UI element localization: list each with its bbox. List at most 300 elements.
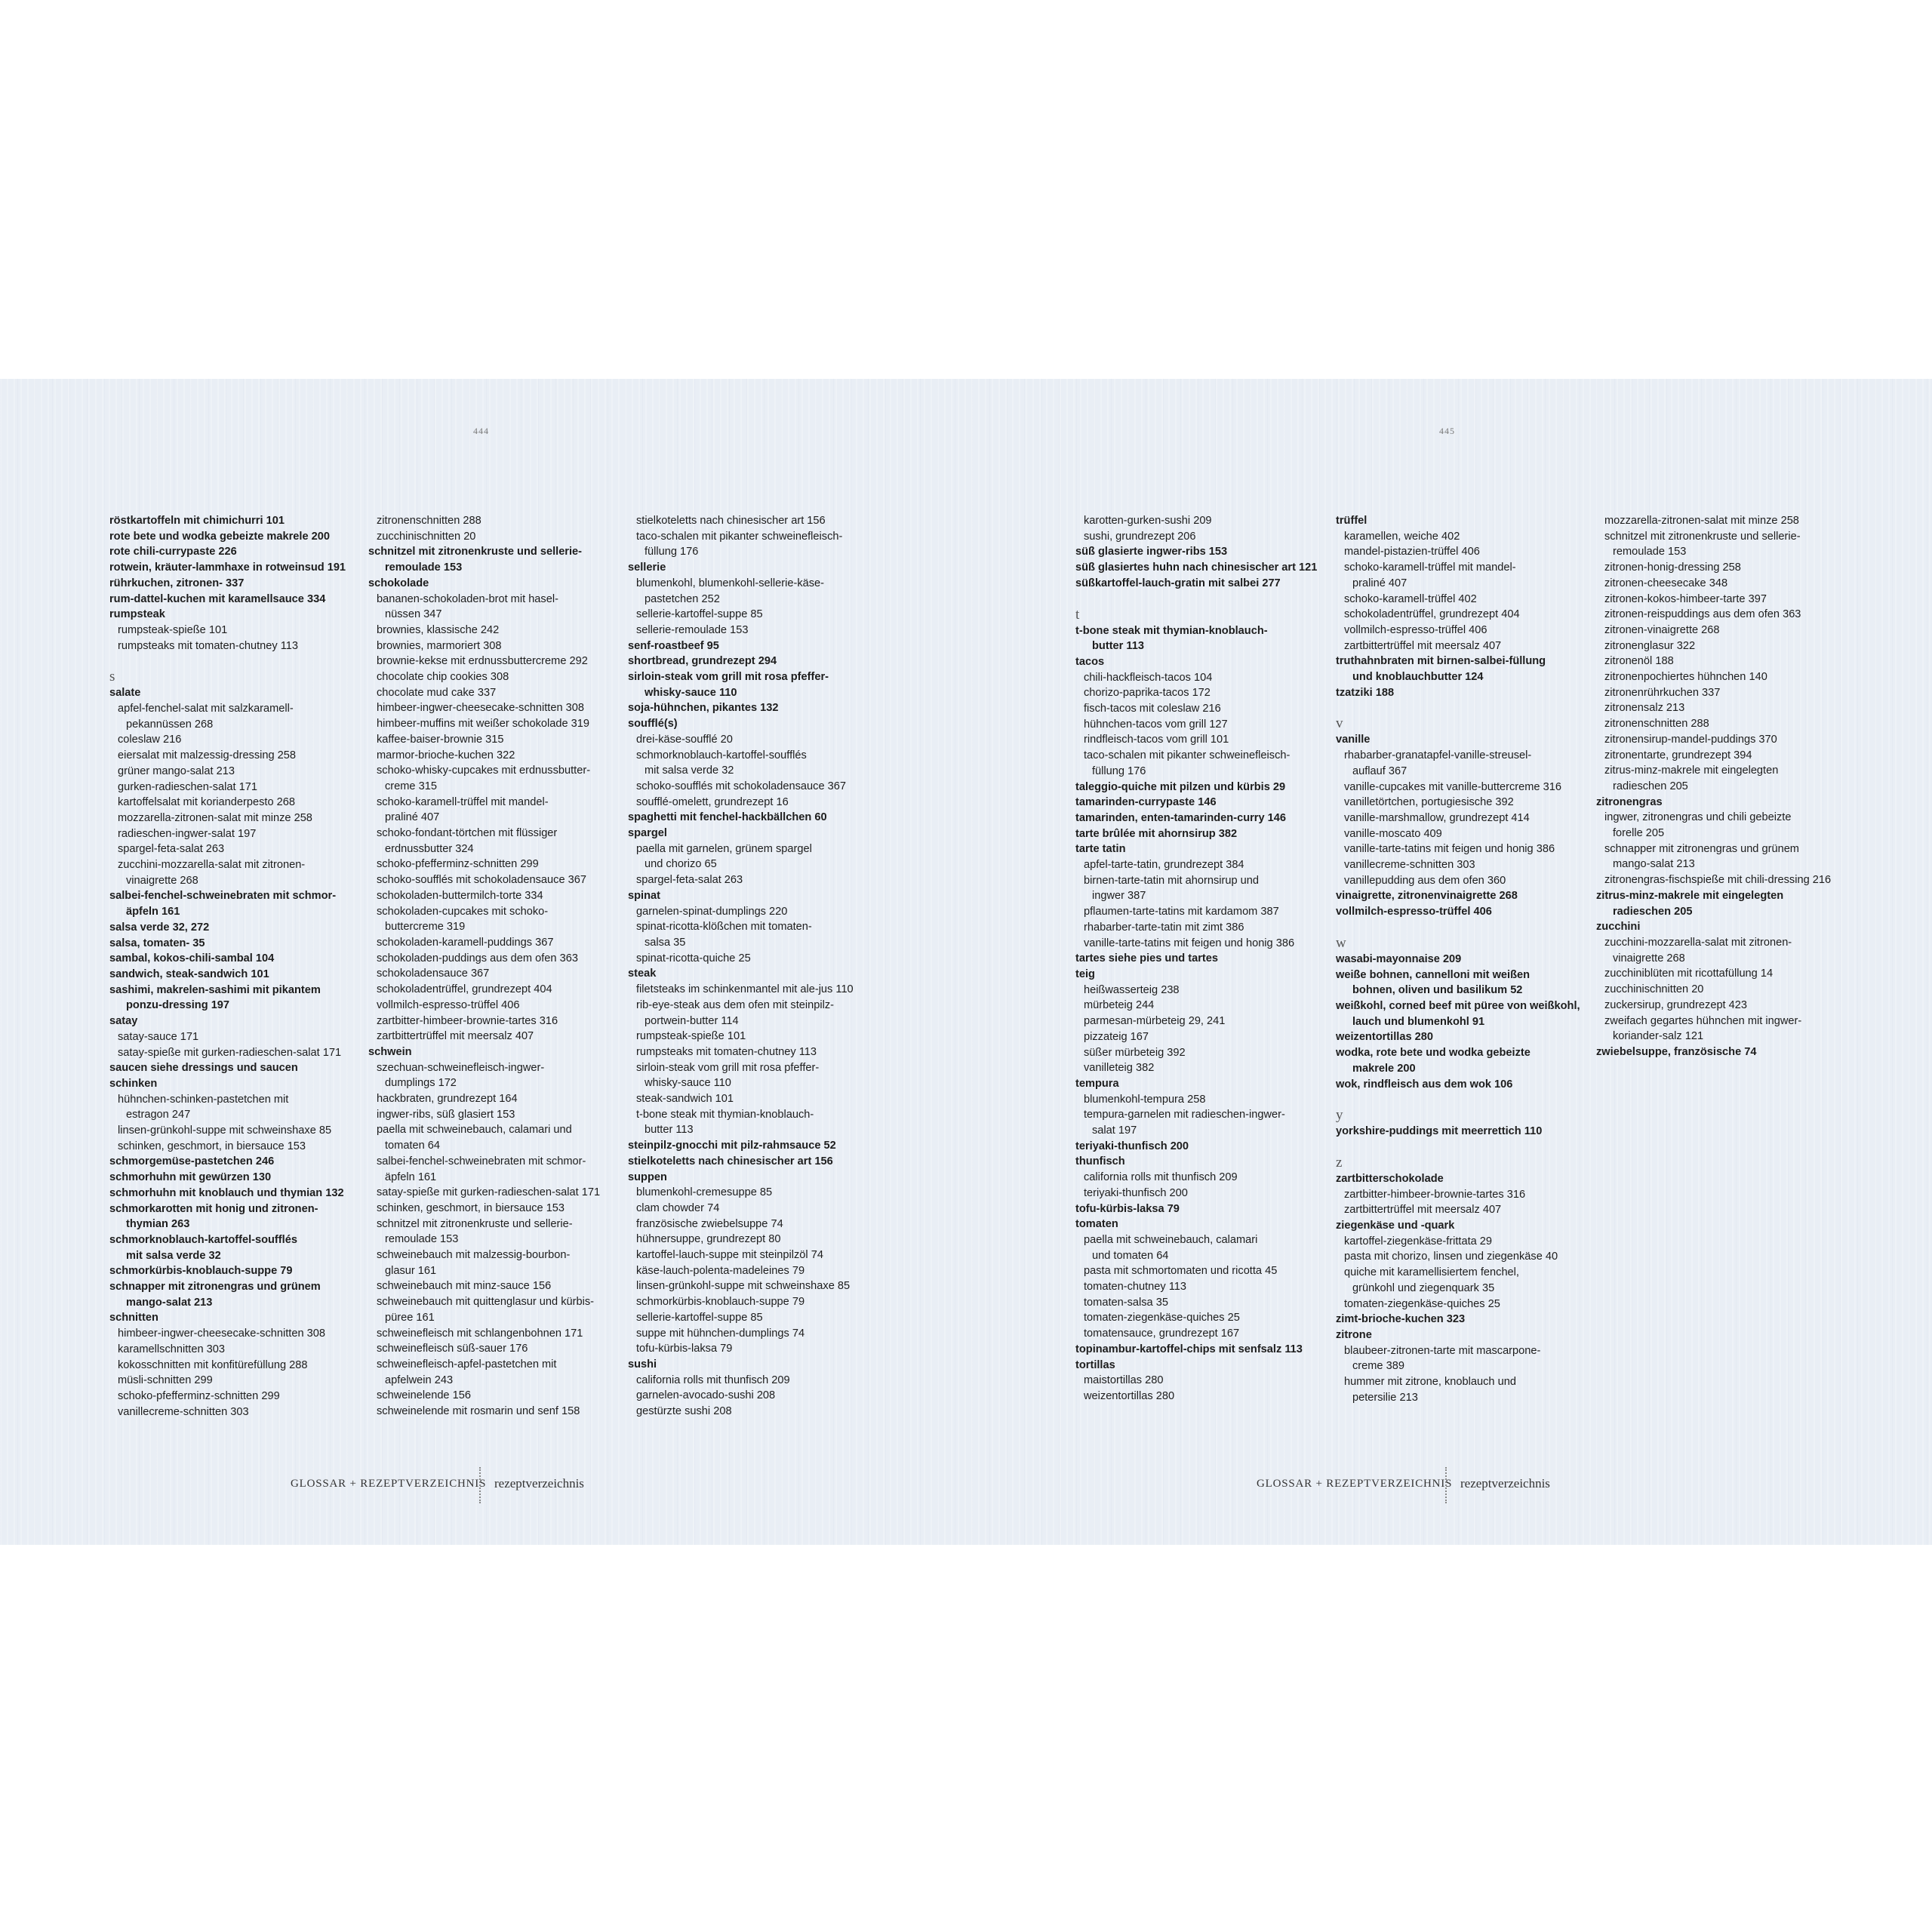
- index-subentry: blumenkohl, blumenkohl-sellerie-käse-: [636, 577, 825, 589]
- index-subentry: maistortillas 280: [1084, 1374, 1164, 1387]
- index-subentry-continuation: remoulade 153: [385, 1233, 459, 1246]
- index-entry: tarte brûlée mit ahornsirup 382: [1075, 827, 1238, 840]
- index-entry: tamarinden-currypaste 146: [1075, 796, 1217, 809]
- index-subentry-continuation: koriander-salz 121: [1613, 1030, 1704, 1043]
- index-subentry-continuation: mit salsa verde 32: [645, 764, 734, 777]
- index-subentry-continuation: nüssen 347: [385, 608, 442, 621]
- index-entry-continuation: mit salsa verde 32: [126, 1249, 221, 1262]
- index-entry: satay: [109, 1015, 138, 1028]
- index-entry: tortillas: [1075, 1358, 1115, 1371]
- index-subentry: zitronentarte, grundrezept 394: [1604, 749, 1752, 761]
- index-entry: topinambur-kartoffel-chips mit senfsalz 113: [1075, 1343, 1303, 1355]
- index-subentry: schokoladen-buttermilch-torte 334: [377, 889, 543, 902]
- index-entry: weißkohl, corned beef mit püree von weißkohl,: [1336, 999, 1580, 1012]
- index-subentry: blumenkohl-cremesuppe 85: [636, 1186, 773, 1199]
- index-subentry: chocolate mud cake 337: [377, 686, 497, 699]
- right-page: [966, 379, 1932, 1545]
- index-entry: zimt-brioche-kuchen 323: [1336, 1313, 1466, 1326]
- index-subentry: zartbittertrüffel mit meersalz 407: [1344, 639, 1502, 652]
- index-letter-heading: w: [1336, 934, 1346, 951]
- index-subentry: filetsteaks im schinkenmantel mit ale-jus 110: [636, 983, 854, 996]
- index-entry: sushi: [628, 1358, 657, 1371]
- index-entry: saucen siehe dressings und saucen: [109, 1062, 298, 1075]
- index-subentry: schokoladen-cupcakes mit schoko-: [377, 905, 549, 918]
- index-subentry: hummer mit zitrone, knoblauch und: [1344, 1376, 1516, 1389]
- index-subentry: süßer mürbeteig 392: [1084, 1046, 1186, 1059]
- index-entry: schnitzel mit zitronenkruste und sellerie-: [368, 546, 583, 558]
- index-subentry-continuation: praliné 407: [385, 811, 440, 824]
- index-subentry: vanille-marshmallow, grundrezept 414: [1344, 811, 1530, 824]
- index-subentry: zartbittertrüffel mit meersalz 407: [1344, 1204, 1502, 1217]
- index-subentry: sellerie-kartoffel-suppe 85: [636, 608, 763, 621]
- index-subentry: schoko-karamell-trüffel mit mandel-: [377, 795, 549, 808]
- index-entry: schwein: [368, 1045, 412, 1058]
- left-page: [0, 379, 966, 1545]
- index-entry: tamarinden, enten-tamarinden-curry 146: [1075, 811, 1286, 824]
- index-subentry: california rolls mit thunfisch 209: [636, 1374, 790, 1386]
- index-subentry: sushi, grundrezept 206: [1084, 530, 1196, 543]
- index-subentry: vanille-moscato 409: [1344, 827, 1442, 840]
- index-entry: süß glasierte ingwer-ribs 153: [1075, 546, 1228, 558]
- index-entry: yorkshire-puddings mit meerrettich 110: [1336, 1125, 1543, 1138]
- index-entry: sandwich, steak-sandwich 101: [109, 968, 269, 980]
- index-subentry: kokosschnitten mit konfitürefüllung 288: [118, 1358, 308, 1371]
- index-subentry: schoko-karamell-trüffel mit mandel-: [1344, 561, 1516, 574]
- index-subentry: zitronen-honig-dressing 258: [1604, 561, 1741, 574]
- index-subentry: vanille-cupcakes mit vanille-buttercreme 316: [1344, 780, 1561, 793]
- index-subentry: parmesan-mürbeteig 29, 241: [1084, 1015, 1226, 1028]
- index-entry: spaghetti mit fenchel-hackbällchen 60: [628, 811, 827, 824]
- index-subentry: himbeer-ingwer-cheesecake-schnitten 308: [118, 1327, 325, 1340]
- index-subentry-continuation: dumplings 172: [385, 1077, 457, 1090]
- index-subentry-continuation: apfelwein 243: [385, 1374, 454, 1386]
- index-entry: t-bone steak mit thymian-knoblauch-: [1075, 624, 1268, 637]
- index-subentry-continuation: salat 197: [1092, 1124, 1137, 1137]
- index-subentry: soufflé-omelett, grundrezept 16: [636, 795, 789, 808]
- index-subentry: zitronensirup-mandel-puddings 370: [1604, 733, 1777, 746]
- index-entry: rote chili-currypaste 226: [109, 546, 237, 558]
- index-subentry-continuation: vinaigrette 268: [1613, 952, 1685, 964]
- index-letter-heading: t: [1075, 606, 1080, 623]
- index-subentry-continuation: erdnussbutter 324: [385, 842, 474, 855]
- index-entry: schmorhuhn mit gewürzen 130: [109, 1171, 272, 1184]
- index-entry: rote bete und wodka gebeizte makrele 200: [109, 530, 330, 543]
- index-subentry-continuation: petersilie 213: [1352, 1391, 1418, 1404]
- index-subentry-continuation: whisky-sauce 110: [645, 1077, 731, 1090]
- index-entry: soja-hühnchen, pikantes 132: [628, 702, 779, 715]
- index-subentry: rhabarber-tarte-tatin mit zimt 386: [1084, 921, 1244, 934]
- index-entry: sashimi, makrelen-sashimi mit pikantem: [109, 983, 321, 996]
- index-entry: zucchini: [1596, 921, 1641, 934]
- index-subentry: clam chowder 74: [636, 1201, 720, 1214]
- index-subentry: vanilletörtchen, portugiesische 392: [1344, 796, 1514, 809]
- index-entry-continuation: bohnen, oliven und basilikum 52: [1352, 984, 1523, 997]
- index-subentry: schnapper mit zitronengras und grünem: [1604, 842, 1799, 855]
- index-subentry: zitronen-vinaigrette 268: [1604, 623, 1720, 636]
- index-entry-continuation: remoulade 153: [385, 561, 463, 574]
- index-subentry-continuation: butter 113: [645, 1124, 694, 1137]
- index-subentry: grüner mango-salat 213: [118, 764, 235, 777]
- index-subentry: t-bone steak mit thymian-knoblauch-: [636, 1108, 814, 1121]
- index-entry: wodka, rote bete und wodka gebeizte: [1336, 1047, 1531, 1060]
- index-subentry: schweinelende mit rosmarin und senf 158: [377, 1405, 580, 1418]
- index-subentry: müsli-schnitten 299: [118, 1374, 213, 1387]
- index-subentry: rumpsteaks mit tomaten-chutney 113: [118, 639, 299, 652]
- index-subentry: schmorkürbis-knoblauch-suppe 79: [636, 1296, 805, 1309]
- index-subentry: vanillecreme-schnitten 303: [1344, 859, 1475, 872]
- index-subentry: quiche mit karamellisiertem fenchel,: [1344, 1266, 1519, 1279]
- index-column: [1075, 513, 1321, 1404]
- index-subentry: brownies, klassische 242: [377, 623, 500, 636]
- index-entry: röstkartoffeln mit chimichurri 101: [109, 515, 285, 527]
- index-subentry: eiersalat mit malzessig-dressing 258: [118, 749, 297, 762]
- index-entry: sirloin-steak vom grill mit rosa pfeffer-: [628, 671, 829, 684]
- index-entry: trüffel: [1336, 515, 1367, 527]
- index-entry: tartes siehe pies und tartes: [1075, 952, 1218, 965]
- index-subentry-continuation: forelle 205: [1613, 827, 1665, 840]
- index-entry: teriyaki-thunfisch 200: [1075, 1140, 1189, 1152]
- index-entry: truthahnbraten mit birnen-salbei-füllung: [1336, 655, 1546, 668]
- index-subentry-continuation: remoulade 153: [1613, 546, 1687, 558]
- index-subentry: rindfleisch-tacos vom grill 101: [1084, 734, 1229, 746]
- index-entry: senf-roastbeef 95: [628, 639, 719, 652]
- index-subentry: bananen-schokoladen-brot mit hasel-: [377, 592, 558, 605]
- index-entry: weizentortillas 280: [1336, 1031, 1433, 1044]
- index-entry-continuation: mango-salat 213: [126, 1296, 213, 1309]
- index-subentry: garnelen-avocado-sushi 208: [636, 1389, 776, 1402]
- index-subentry: schokoladen-puddings aus dem ofen 363: [377, 952, 578, 964]
- footer-section-title: GLOSSAR + REZEPTVERZEICHNIS: [291, 1478, 487, 1490]
- index-subentry: satay-sauce 171: [118, 1030, 199, 1043]
- index-subentry-continuation: radieschen 205: [1613, 780, 1688, 792]
- index-subentry: tomaten-ziegenkäse-quiches 25: [1344, 1297, 1500, 1310]
- index-subentry: schokoladentrüffel, grundrezept 404: [377, 983, 552, 996]
- index-entry-continuation: lauch und blumenkohl 91: [1352, 1015, 1485, 1028]
- index-entry-continuation: thymian 263: [126, 1218, 190, 1231]
- index-subentry-continuation: auflauf 367: [1352, 764, 1407, 777]
- index-entry: suppen: [628, 1171, 667, 1183]
- index-column: [109, 513, 355, 1420]
- index-entry-continuation: äpfeln 161: [126, 906, 180, 918]
- index-subentry: marmor-brioche-kuchen 322: [377, 749, 515, 761]
- index-entry: salsa, tomaten- 35: [109, 937, 205, 949]
- index-entry: schmorhuhn mit knoblauch und thymian 132: [109, 1186, 344, 1199]
- index-subentry: sellerie-remoulade 153: [636, 623, 749, 636]
- index-subentry: schweinebauch mit quittenglasur und kürbis-: [377, 1296, 594, 1309]
- index-subentry: linsen-grünkohl-suppe mit schweinshaxe 85: [636, 1280, 851, 1293]
- index-subentry-continuation: äpfeln 161: [385, 1171, 437, 1183]
- index-entry: tacos: [1075, 655, 1105, 668]
- index-subentry-continuation: mango-salat 213: [1613, 858, 1695, 871]
- index-subentry: zartbitter-himbeer-brownie-tartes 316: [377, 1014, 558, 1027]
- index-subentry: mürbeteig 244: [1084, 999, 1155, 1012]
- index-subentry: schokoladentrüffel, grundrezept 404: [1344, 608, 1520, 621]
- index-subentry: schokoladensauce 367: [377, 968, 490, 980]
- index-entry: weiße bohnen, cannelloni mit weißen: [1336, 968, 1531, 981]
- index-entry: schmorkarotten mit honig und zitronen-: [109, 1202, 318, 1215]
- index-subentry: zweifach gegartes hühnchen mit ingwer-: [1604, 1014, 1802, 1027]
- index-subentry: zitronenpochiertes hühnchen 140: [1604, 671, 1767, 684]
- index-subentry-continuation: glasur 161: [385, 1264, 437, 1277]
- index-subentry: steak-sandwich 101: [636, 1093, 734, 1106]
- index-subentry: satay-spieße mit gurken-radieschen-salat 171: [118, 1046, 342, 1059]
- index-subentry: birnen-tarte-tatin mit ahornsirup und: [1084, 874, 1259, 887]
- index-subentry: apfel-tarte-tatin, grundrezept 384: [1084, 859, 1244, 872]
- index-subentry: szechuan-schweinefleisch-ingwer-: [377, 1061, 545, 1074]
- index-subentry: spinat-ricotta-quiche 25: [636, 952, 751, 964]
- index-subentry: chocolate chip cookies 308: [377, 671, 509, 684]
- index-subentry: zitronen-reispuddings aus dem ofen 363: [1604, 608, 1801, 621]
- index-subentry: chorizo-paprika-tacos 172: [1084, 687, 1211, 700]
- index-letter-heading: y: [1336, 1107, 1343, 1124]
- index-subentry: käse-lauch-polenta-madeleines 79: [636, 1264, 805, 1277]
- index-entry-continuation: radieschen 205: [1613, 905, 1693, 918]
- index-entry: vinaigrette, zitronenvinaigrette 268: [1336, 890, 1518, 903]
- index-subentry: zucchini-mozzarella-salat mit zitronen-: [1604, 936, 1792, 949]
- index-subentry: schoko-pfefferminz-schnitten 299: [118, 1389, 280, 1402]
- index-subentry: zartbittertrüffel mit meersalz 407: [377, 1030, 534, 1043]
- index-subentry: zucchini-mozzarella-salat mit zitronen-: [118, 859, 306, 872]
- index-entry: ziegenkäse und -quark: [1336, 1220, 1455, 1232]
- index-entry: zartbitterschokolade: [1336, 1172, 1444, 1185]
- index-subentry: rumpsteak-spieße 101: [636, 1030, 746, 1043]
- index-subentry: zitronensalz 213: [1604, 702, 1685, 715]
- index-subentry-continuation: pekannüssen 268: [126, 718, 214, 731]
- index-subentry: hühnersuppe, grundrezept 80: [636, 1233, 781, 1246]
- index-subentry: schoko-whisky-cupcakes mit erdnussbutter-: [377, 764, 591, 777]
- index-subentry-continuation: creme 389: [1352, 1360, 1404, 1373]
- index-subentry: zitronenrührkuchen 337: [1604, 686, 1721, 699]
- index-entry: salbei-fenchel-schweinebraten mit schmor-: [109, 890, 337, 903]
- footer-section-title: GLOSSAR + REZEPTVERZEICHNIS: [1257, 1478, 1453, 1490]
- index-subentry: vanillecreme-schnitten 303: [118, 1405, 249, 1418]
- index-subentry-continuation: buttercreme 319: [385, 921, 466, 934]
- index-entry-continuation: und knoblauchbutter 124: [1352, 671, 1484, 684]
- index-subentry: fisch-tacos mit coleslaw 216: [1084, 703, 1221, 715]
- index-subentry: vanille-tarte-tatins mit feigen und honig 386: [1084, 937, 1295, 949]
- index-subentry: mozzarella-zitronen-salat mit minze 258: [1604, 515, 1799, 527]
- index-entry: tarte tatin: [1075, 843, 1126, 856]
- index-subentry-continuation: vinaigrette 268: [126, 874, 198, 887]
- index-subentry: gurken-radieschen-salat 171: [118, 780, 257, 793]
- index-subentry: drei-käse-soufflé 20: [636, 733, 733, 746]
- index-entry: sambal, kokos-chili-sambal 104: [109, 952, 275, 965]
- index-subentry: radieschen-ingwer-salat 197: [118, 827, 257, 840]
- footer-divider: [479, 1467, 483, 1503]
- index-subentry: schinken, geschmort, in biersauce 153: [118, 1140, 306, 1152]
- index-entry: schnapper mit zitronengras und grünem: [109, 1281, 321, 1294]
- index-subentry: hühnchen-schinken-pastetchen mit: [118, 1093, 289, 1106]
- index-subentry-continuation: estragon 247: [126, 1109, 191, 1121]
- index-subentry: zitronengras-fischspieße mit chili-dressing 216: [1604, 874, 1832, 887]
- index-subentry-continuation: püree 161: [385, 1311, 435, 1324]
- index-subentry: gestürzte sushi 208: [636, 1405, 732, 1418]
- index-subentry: heißwasserteig 238: [1084, 983, 1180, 996]
- index-subentry: rib-eye-steak aus dem ofen mit steinpilz-: [636, 998, 834, 1011]
- index-subentry: weizentortillas 280: [1084, 1389, 1175, 1402]
- index-subentry: linsen-grünkohl-suppe mit schweinshaxe 85: [118, 1124, 332, 1137]
- index-subentry: paella mit schweinebauch, calamari: [1084, 1233, 1258, 1246]
- index-subentry: ingwer, zitronengras und chili gebeizte: [1604, 811, 1792, 824]
- index-subentry-continuation: tomaten 64: [385, 1140, 441, 1152]
- index-subentry: ingwer-ribs, süß glasiert 153: [377, 1108, 515, 1121]
- index-subentry: taco-schalen mit pikanter schweinefleisch-: [636, 530, 843, 543]
- index-subentry: vanillepudding aus dem ofen 360: [1344, 874, 1506, 887]
- index-entry: tomaten: [1075, 1218, 1118, 1231]
- index-subentry: zucchiniblüten mit ricottafüllung 14: [1604, 968, 1774, 980]
- index-subentry: himbeer-ingwer-cheesecake-schnitten 308: [377, 702, 584, 715]
- index-letter-heading: v: [1336, 715, 1343, 732]
- index-entry: taleggio-quiche mit pilzen und kürbis 29: [1075, 780, 1286, 793]
- index-entry: soufflé(s): [628, 718, 678, 731]
- page-number: 444: [473, 426, 489, 436]
- index-subentry: salbei-fenchel-schweinebraten mit schmor-: [377, 1155, 586, 1168]
- index-subentry: apfel-fenchel-salat mit salzkaramell-: [118, 703, 294, 715]
- index-subentry: vollmilch-espresso-trüffel 406: [377, 998, 520, 1011]
- index-subentry: mozzarella-zitronen-salat mit minze 258: [118, 811, 312, 824]
- index-column: [628, 513, 873, 1420]
- index-entry: rumpsteak: [109, 608, 165, 621]
- index-subentry: vollmilch-espresso-trüffel 406: [1344, 623, 1487, 636]
- index-subentry: schoko-soufflés mit schokoladensauce 367: [377, 874, 586, 887]
- index-entry: stielkoteletts nach chinesischer art 156: [628, 1155, 833, 1168]
- index-subentry-continuation: und tomaten 64: [1092, 1249, 1169, 1262]
- index-entry-continuation: makrele 200: [1352, 1062, 1416, 1075]
- index-subentry: rhabarber-granatapfel-vanille-streusel-: [1344, 749, 1532, 762]
- index-subentry: hühnchen-tacos vom grill 127: [1084, 718, 1228, 731]
- index-subentry: brownie-kekse mit erdnussbuttercreme 292: [377, 655, 588, 668]
- index-entry: schmorknoblauch-kartoffel-soufflés: [109, 1233, 297, 1246]
- index-subentry: pizzateig 167: [1084, 1030, 1149, 1043]
- index-subentry: kartoffelsalat mit korianderpesto 268: [118, 796, 295, 809]
- index-subentry: spinat-ricotta-klößchen mit tomaten-: [636, 921, 812, 934]
- index-subentry: sellerie-kartoffel-suppe 85: [636, 1311, 763, 1324]
- index-subentry: zitronenöl 188: [1604, 655, 1674, 668]
- index-subentry: schnitzel mit zitronenkruste und sellerie-: [377, 1217, 573, 1230]
- index-subentry: zitronenschnitten 288: [1604, 718, 1709, 731]
- index-subentry: tomaten-chutney 113: [1084, 1281, 1187, 1294]
- index-subentry-continuation: praliné 407: [1352, 577, 1407, 589]
- index-subentry-continuation: ingwer 387: [1092, 890, 1146, 903]
- index-subentry: kaffee-baiser-brownie 315: [377, 733, 504, 746]
- index-subentry: tomaten-salsa 35: [1084, 1296, 1168, 1309]
- index-subentry: vanilleteig 382: [1084, 1062, 1155, 1075]
- index-subentry: tomatensauce, grundrezept 167: [1084, 1327, 1240, 1340]
- index-entry: vanille: [1336, 734, 1371, 746]
- index-entry: süßkartoffel-lauch-gratin mit salbei 277: [1075, 577, 1281, 589]
- index-entry: tofu-kürbis-laksa 79: [1075, 1202, 1180, 1215]
- index-subentry-continuation: creme 315: [385, 780, 437, 792]
- index-subentry: zitronenglasur 322: [1604, 639, 1696, 652]
- index-subentry: schweinefleisch mit schlangenbohnen 171: [377, 1327, 583, 1340]
- index-entry: teig: [1075, 968, 1095, 980]
- index-subentry: zuckersirup, grundrezept 423: [1604, 998, 1748, 1011]
- index-entry: sellerie: [628, 561, 666, 574]
- page-number: 445: [1439, 426, 1455, 436]
- index-entry: schmorgemüse-pastetchen 246: [109, 1155, 275, 1168]
- index-entry: zwiebelsuppe, französische 74: [1596, 1045, 1757, 1058]
- index-subentry: zucchinischnitten 20: [377, 530, 476, 543]
- index-entry: tzatziki 188: [1336, 686, 1395, 699]
- index-subentry: himbeer-muffins mit weißer schokolade 319: [377, 718, 589, 731]
- index-subentry: schnitzel mit zitronenkruste und sellerie-: [1604, 530, 1801, 543]
- index-subentry: paella mit garnelen, grünem spargel: [636, 842, 812, 855]
- index-entry: rührkuchen, zitronen- 337: [109, 577, 245, 589]
- index-entry: zitrus-minz-makrele mit eingelegten: [1596, 889, 1784, 902]
- index-subentry: teriyaki-thunfisch 200: [1084, 1186, 1188, 1199]
- index-subentry: tempura-garnelen mit radieschen-ingwer-: [1084, 1109, 1285, 1121]
- index-subentry: schoko-soufflés mit schokoladensauce 367: [636, 780, 846, 792]
- index-subentry: pflaumen-tarte-tatins mit kardamom 387: [1084, 906, 1279, 918]
- index-subentry: rumpsteak-spieße 101: [118, 623, 228, 636]
- index-entry: schinken: [109, 1077, 158, 1090]
- index-subentry: mandel-pistazien-trüffel 406: [1344, 546, 1480, 558]
- index-entry: zitronengras: [1596, 795, 1663, 808]
- index-subentry: schweinefleisch süß-sauer 176: [377, 1343, 528, 1355]
- index-subentry: schokoladen-karamell-puddings 367: [377, 936, 554, 949]
- index-subentry: karamellen, weiche 402: [1344, 530, 1460, 543]
- index-entry: salate: [109, 687, 141, 700]
- footer-divider: [1445, 1467, 1449, 1503]
- index-subentry: sirloin-steak vom grill mit rosa pfeffer-: [636, 1061, 820, 1074]
- index-subentry: schweinebauch mit minz-sauce 156: [377, 1280, 552, 1293]
- index-subentry: brownies, marmoriert 308: [377, 639, 502, 652]
- index-subentry: schoko-pfefferminz-schnitten 299: [377, 858, 539, 871]
- index-subentry: blumenkohl-tempura 258: [1084, 1093, 1206, 1106]
- index-subentry: zitronen-cheesecake 348: [1604, 577, 1728, 589]
- index-subentry: schweinebauch mit malzessig-bourbon-: [377, 1249, 571, 1262]
- index-subentry: chili-hackfleisch-tacos 104: [1084, 671, 1213, 684]
- index-entry: thunfisch: [1075, 1155, 1125, 1168]
- index-subentry: zitronen-kokos-himbeer-tarte 397: [1604, 592, 1767, 605]
- index-subentry: karamellschnitten 303: [118, 1343, 225, 1355]
- index-subentry: blaubeer-zitronen-tarte mit mascarpone-: [1344, 1344, 1541, 1357]
- index-subentry: vanille-tarte-tatins mit feigen und honig 386: [1344, 843, 1555, 856]
- index-subentry: pasta mit chorizo, linsen und ziegenkäse 40: [1344, 1251, 1558, 1263]
- index-entry: spargel: [628, 827, 667, 840]
- index-subentry: kartoffel-lauch-suppe mit steinpilzöl 74: [636, 1249, 823, 1262]
- index-subentry: kartoffel-ziegenkäse-frittata 29: [1344, 1235, 1493, 1247]
- index-subentry: spargel-feta-salat 263: [636, 874, 743, 887]
- index-subentry: schmorknoblauch-kartoffel-soufflés: [636, 749, 807, 761]
- index-entry: steak: [628, 968, 657, 980]
- index-subentry: pasta mit schmortomaten und ricotta 45: [1084, 1265, 1278, 1278]
- index-subentry: california rolls mit thunfisch 209: [1084, 1171, 1238, 1184]
- index-entry: shortbread, grundrezept 294: [628, 655, 777, 668]
- index-subentry-continuation: pastetchen 252: [645, 592, 720, 605]
- index-subentry: stielkoteletts nach chinesischer art 156: [636, 515, 826, 527]
- footer-chapter-title: rezeptverzeichnis: [494, 1476, 584, 1491]
- index-subentry: zucchinischnitten 20: [1604, 983, 1704, 996]
- index-subentry: hackbraten, grundrezept 164: [377, 1093, 518, 1106]
- index-subentry: schoko-fondant-törtchen mit flüssiger: [377, 827, 558, 840]
- index-column: [368, 513, 614, 1420]
- index-entry: wasabi-mayonnaise 209: [1336, 952, 1462, 965]
- index-subentry-continuation: füllung 176: [645, 546, 699, 558]
- index-subentry: schoko-karamell-trüffel 402: [1344, 592, 1477, 605]
- footer-chapter-title: rezeptverzeichnis: [1460, 1476, 1550, 1491]
- index-subentry: suppe mit hühnchen-dumplings 74: [636, 1327, 805, 1340]
- index-entry: schmorkürbis-knoblauch-suppe 79: [109, 1265, 293, 1278]
- index-subentry: französische zwiebelsuppe 74: [636, 1217, 783, 1230]
- index-letter-heading: z: [1336, 1154, 1343, 1171]
- index-letter-heading: s: [109, 669, 115, 685]
- book-spread: [0, 379, 1932, 1545]
- index-entry: tempura: [1075, 1077, 1119, 1090]
- index-subentry: schweinelende 156: [377, 1389, 471, 1402]
- index-entry: rum-dattel-kuchen mit karamellsauce 334: [109, 592, 326, 605]
- index-entry-continuation: whisky-sauce 110: [645, 686, 737, 699]
